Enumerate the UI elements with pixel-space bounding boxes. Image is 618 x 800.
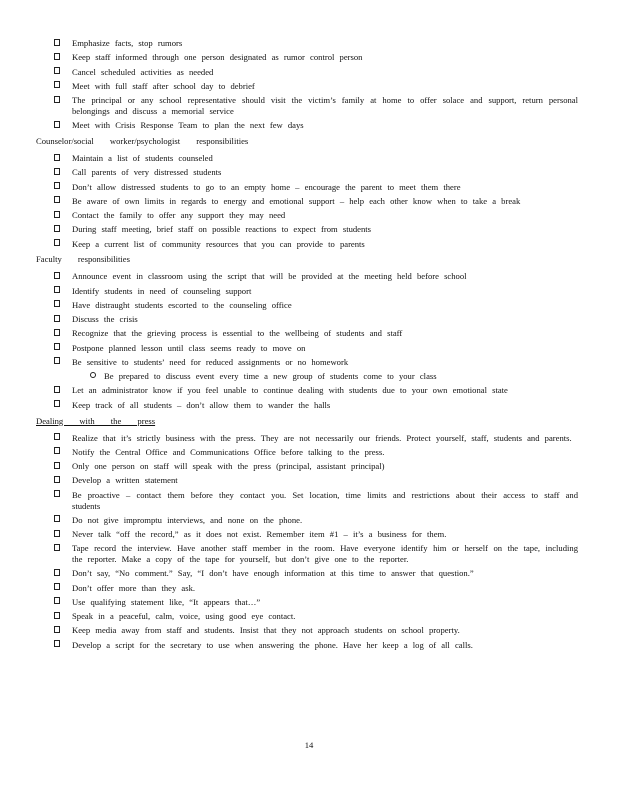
faculty-list-continued — [0, 385, 618, 410]
list-item: Be sensitive to students’ need for reduced assignments or no homework — [54, 357, 578, 368]
bullet-icon — [54, 39, 60, 46]
intro-list — [0, 38, 618, 131]
bullet-icon — [54, 343, 60, 350]
bullet-icon — [54, 196, 60, 203]
press-list — [0, 433, 618, 651]
list-item: Call parents of very distressed students — [54, 167, 578, 178]
list-item: Speak in a peaceful, calm, voice, using good eye contact. — [54, 611, 578, 622]
counselor-list — [0, 153, 618, 249]
bullet-icon — [54, 626, 60, 633]
bullet-icon — [54, 286, 60, 293]
bullet-icon — [54, 329, 60, 336]
list-item: Only one person on staff will speak with the press (principal, assistant principal) — [54, 461, 578, 472]
faculty-sub-list — [0, 371, 618, 382]
bullet-icon — [54, 272, 60, 279]
list-item: Don’t say, “No comment.” Say, “I don’t have enough information at this time to answer that question.” — [54, 568, 578, 579]
list-item: Meet with full staff after school day to debrief — [54, 81, 578, 92]
faculty-list — [0, 271, 618, 367]
bullet-icon — [54, 612, 60, 619]
bullet-icon — [54, 569, 60, 576]
list-item: Use qualifying statement like, “It appears that…” — [54, 597, 578, 608]
bullet-icon — [54, 121, 60, 128]
bullet-icon — [54, 462, 60, 469]
bullet-icon — [54, 476, 60, 483]
bullet-icon — [54, 154, 60, 161]
bullet-icon — [54, 490, 60, 497]
bullet-icon — [54, 67, 60, 74]
bullet-icon — [54, 239, 60, 246]
bullet-icon — [54, 168, 60, 175]
page-content — [0, 38, 618, 654]
list-item: Keep a current list of community resources that you can provide to parents — [54, 239, 578, 250]
list-item: Postpone planned lesson until class seems ready to move on — [54, 343, 578, 354]
bullet-icon — [54, 96, 60, 103]
list-item: Contact the family to offer any support they may need — [54, 210, 578, 221]
bullet-icon — [54, 583, 60, 590]
list-item: Let an administrator know if you feel unable to continue dealing with students due to your own emotional state — [54, 385, 578, 396]
circle-bullet-icon — [90, 372, 96, 378]
list-item: Emphasize facts, stop rumors — [54, 38, 578, 49]
list-item: Have distraught students escorted to the counseling office — [54, 300, 578, 311]
list-item: Develop a script for the secretary to use when answering the phone. Have her keep a log of all calls. — [54, 640, 578, 651]
list-item: Identify students in need of counseling support — [54, 286, 578, 297]
press-heading: Dealing with the press — [36, 415, 156, 426]
list-item: Develop a written statement — [54, 475, 578, 486]
list-item: Announce event in classroom using the script that will be provided at the meeting held before school — [54, 271, 578, 282]
list-item: During staff meeting, brief staff on possible reactions to expect from students — [54, 224, 578, 235]
list-item: Do not give impromptu interviews, and none on the phone. — [54, 515, 578, 526]
bullet-icon — [54, 515, 60, 522]
bullet-icon — [54, 300, 60, 307]
list-item: Realize that it’s strictly business with the press. They are not necessarily our friends. Protect yourself, staff, students and parents. — [54, 433, 578, 444]
bullet-icon — [54, 182, 60, 189]
list-item: Keep track of all students – don’t allow them to wander the halls — [54, 400, 578, 411]
list-item: Tape record the interview. Have another staff member in the room. Have everyone identify him or herself on the tape, including the reporter. Make a copy of the tape for yourself, but don’t give one to the reporter. — [54, 543, 578, 565]
sub-list-item: Be prepared to discuss event every time a new group of students come to your class — [90, 371, 618, 382]
list-item: Don’t allow distressed students to go to an empty home – encourage the parent to meet them there — [54, 182, 578, 193]
list-item: Meet with Crisis Response Team to plan the next few days — [54, 120, 578, 131]
counselor-heading: Counselor/social worker/psychologist responsibilities — [36, 136, 249, 147]
list-item: The principal or any school representative should visit the victim’s family at home to offer solace and support, return personal belongings and discuss a memorial service — [54, 95, 578, 117]
bullet-icon — [54, 544, 60, 551]
list-item: Never talk “off the record,” as it does not exist. Remember item #1 – it’s a business for them. — [54, 529, 578, 540]
list-item: Discuss the crisis — [54, 314, 578, 325]
page-number: 14 — [304, 740, 314, 750]
list-item: Recognize that the grieving process is essential to the wellbeing of students and staff — [54, 328, 578, 339]
bullet-icon — [54, 53, 60, 60]
bullet-icon — [54, 640, 60, 647]
bullet-icon — [54, 81, 60, 88]
bullet-icon — [54, 530, 60, 537]
bullet-icon — [54, 315, 60, 322]
list-item: Be proactive – contact them before they contact you. Set location, time limits and restrictions about their access to staff and students — [54, 490, 578, 512]
list-item: Notify the Central Office and Communications Office before talking to the press. — [54, 447, 578, 458]
bullet-icon — [54, 211, 60, 218]
list-item: Don’t offer more than they ask. — [54, 583, 578, 594]
bullet-icon — [54, 597, 60, 604]
bullet-icon — [54, 400, 60, 407]
bullet-icon — [54, 433, 60, 440]
bullet-icon — [54, 386, 60, 393]
list-item: Cancel scheduled activities as needed — [54, 67, 578, 78]
list-item: Keep media away from staff and students. Insist that they not approach students on school property. — [54, 625, 578, 636]
bullet-icon — [54, 447, 60, 454]
bullet-icon — [54, 225, 60, 232]
faculty-heading: Faculty responsibilities — [36, 254, 130, 265]
list-item: Maintain a list of students counseled — [54, 153, 578, 164]
bullet-icon — [54, 357, 60, 364]
list-item: Keep staff informed through one person designated as rumor control person — [54, 52, 578, 63]
list-item: Be aware of own limits in regards to energy and emotional support – help each other know when to take a break — [54, 196, 578, 207]
